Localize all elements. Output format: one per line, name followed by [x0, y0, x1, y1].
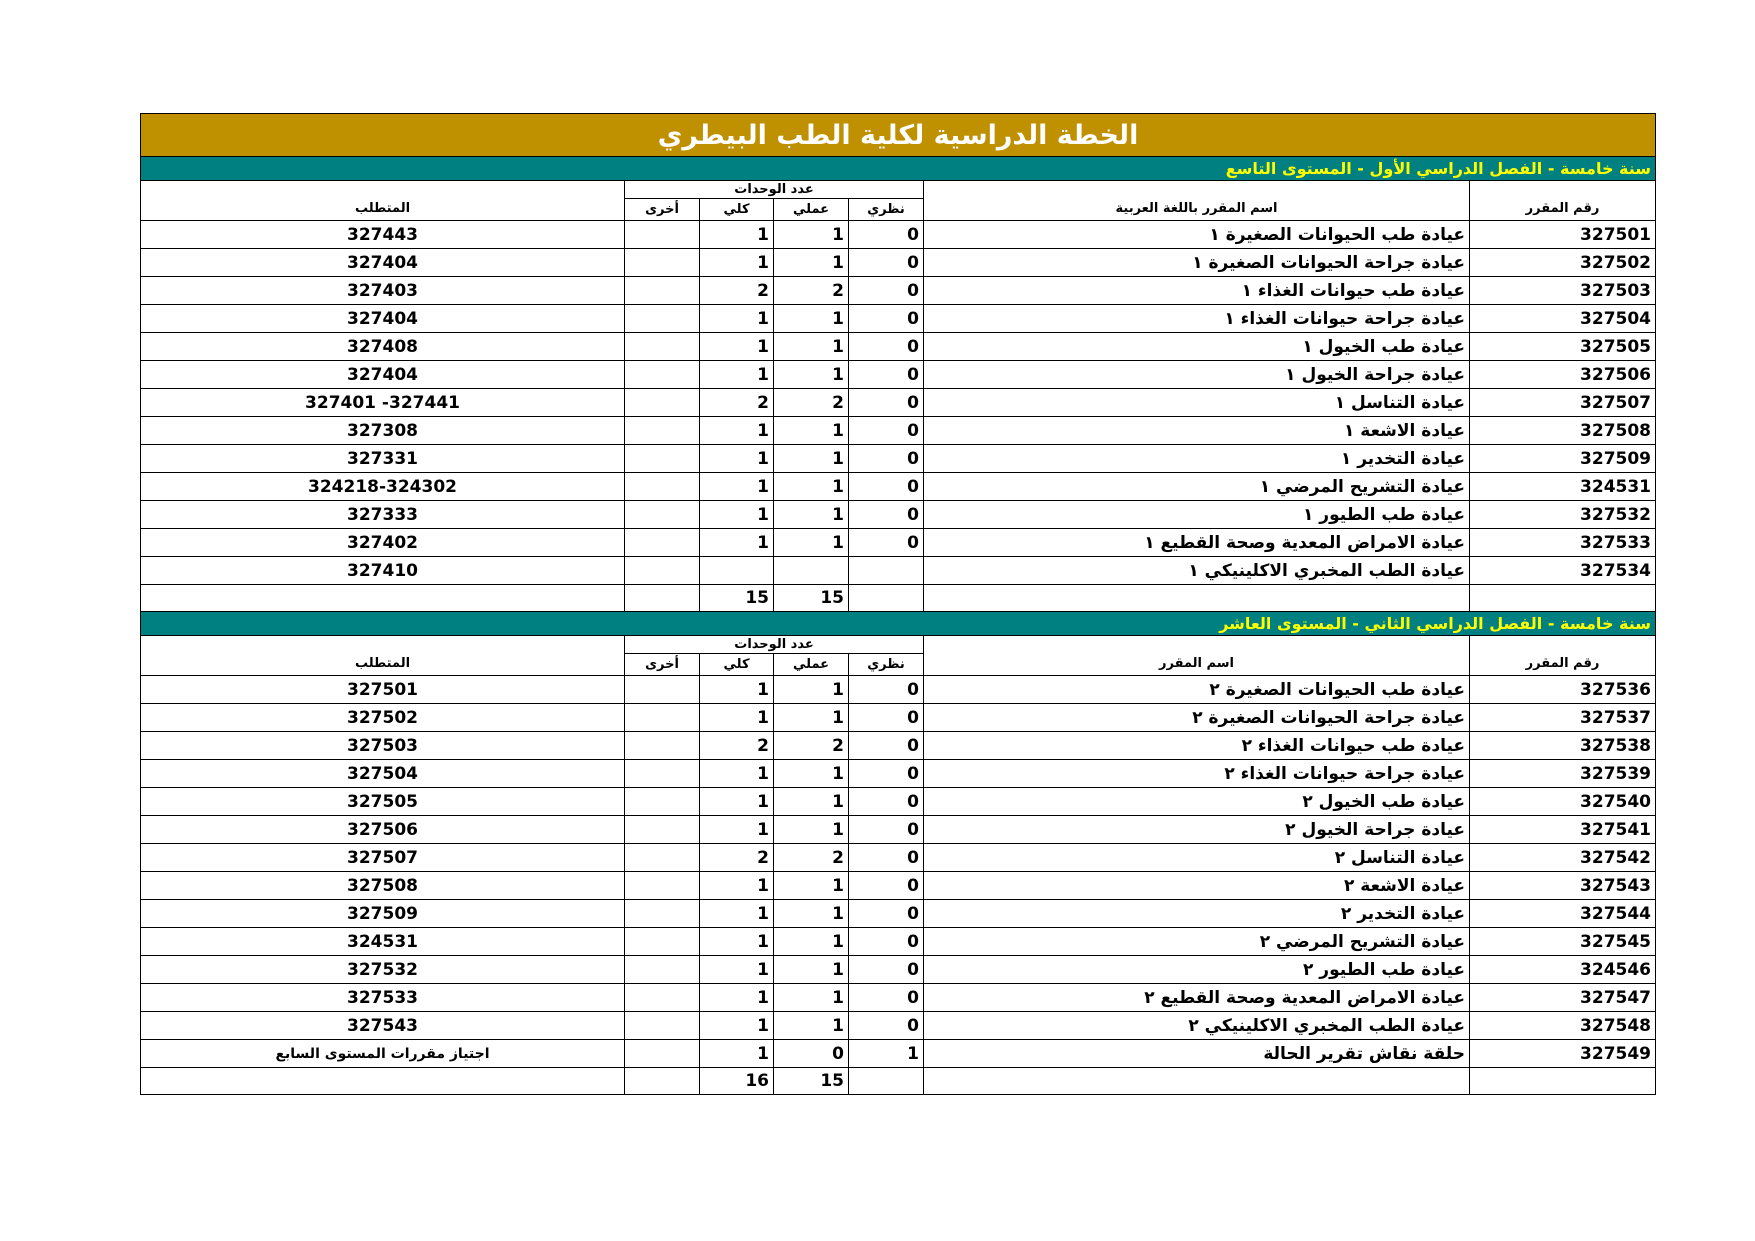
course-name: عيادة التناسل ٢: [924, 844, 1470, 872]
semester-heading: سنة خامسة - الفصل الدراسي الأول - المستوى التاسع: [141, 157, 1656, 181]
totals-prerequisite: [141, 585, 625, 612]
prerequisite: 327402: [141, 529, 625, 557]
course-name: عيادة الاشعة ١: [924, 417, 1470, 445]
prerequisite: 327505: [141, 788, 625, 816]
table-row: [141, 704, 1656, 732]
course-number: 327542: [1470, 844, 1656, 872]
course-number: 324531: [1470, 473, 1656, 501]
theory-units: 0: [849, 956, 924, 984]
other-units: [625, 445, 700, 473]
total-units: 1: [700, 1040, 774, 1068]
course-number: 327507: [1470, 389, 1656, 417]
totals-theory: [849, 1068, 924, 1095]
other-units: [625, 900, 700, 928]
course-number: 327543: [1470, 872, 1656, 900]
total-units: 1: [700, 928, 774, 956]
practical-units: 2: [774, 844, 849, 872]
prerequisite: 324531: [141, 928, 625, 956]
other-units: [625, 844, 700, 872]
theory-units: 0: [849, 704, 924, 732]
table-row: [141, 676, 1656, 704]
totals-total: 16: [700, 1068, 774, 1095]
theory-units: 0: [849, 1012, 924, 1040]
totals-empty: [924, 1068, 1470, 1095]
table-row: [141, 984, 1656, 1012]
course-number: 327506: [1470, 361, 1656, 389]
course-name: عيادة الطب المخبري الاكلينيكي ٢: [924, 1012, 1470, 1040]
course-name: عيادة الطب المخبري الاكلينيكي ١: [924, 557, 1470, 585]
prerequisite: 327509: [141, 900, 625, 928]
prerequisite: 327441- 327401: [141, 389, 625, 417]
header-theory: نظري: [849, 199, 924, 221]
other-units: [625, 956, 700, 984]
course-name: عيادة جراحة الحيوانات الصغيرة ١: [924, 249, 1470, 277]
prerequisite: 327410: [141, 557, 625, 585]
other-units: [625, 417, 700, 445]
table-row: [141, 1040, 1656, 1068]
table-row: [141, 277, 1656, 305]
theory-units: 0: [849, 529, 924, 557]
course-number: 327508: [1470, 417, 1656, 445]
theory-units: 0: [849, 333, 924, 361]
practical-units: 1: [774, 760, 849, 788]
theory-units: 0: [849, 984, 924, 1012]
course-name: عيادة التخدير ٢: [924, 900, 1470, 928]
course-number: 324546: [1470, 956, 1656, 984]
study-plan-sheet: [140, 113, 1655, 1095]
total-units: 2: [700, 844, 774, 872]
total-units: 1: [700, 529, 774, 557]
practical-units: [774, 557, 849, 585]
semester-heading: سنة خامسة - الفصل الدراسي الثاني - المستوى العاشر: [141, 612, 1656, 636]
prerequisite: 327543: [141, 1012, 625, 1040]
total-units: 1: [700, 221, 774, 249]
practical-units: 1: [774, 445, 849, 473]
total-units: 1: [700, 900, 774, 928]
practical-units: 1: [774, 788, 849, 816]
course-name: عيادة طب حيوانات الغذاء ١: [924, 277, 1470, 305]
total-units: 2: [700, 389, 774, 417]
course-number: 327537: [1470, 704, 1656, 732]
course-name: عيادة جراحة حيوانات الغذاء ٢: [924, 760, 1470, 788]
prerequisite: اجتياز مقررات المستوى السابع: [141, 1040, 625, 1068]
course-name: عيادة طب الحيوانات الصغيرة ١: [924, 221, 1470, 249]
practical-units: 2: [774, 277, 849, 305]
course-name: عيادة جراحة الحيوانات الصغيرة ٢: [924, 704, 1470, 732]
course-number: 327548: [1470, 1012, 1656, 1040]
other-units: [625, 473, 700, 501]
prerequisite: 327331: [141, 445, 625, 473]
total-units: 1: [700, 984, 774, 1012]
course-number: 327534: [1470, 557, 1656, 585]
header-units: عدد الوحدات: [625, 636, 924, 654]
practical-units: 1: [774, 501, 849, 529]
table-row: [141, 1012, 1656, 1040]
prerequisite: 327403: [141, 277, 625, 305]
other-units: [625, 788, 700, 816]
total-units: 1: [700, 704, 774, 732]
prerequisite: 327308: [141, 417, 625, 445]
practical-units: 1: [774, 956, 849, 984]
header-prerequisite: المتطلب: [141, 636, 625, 676]
prerequisite: 327506: [141, 816, 625, 844]
header-prerequisite: المتطلب: [141, 181, 625, 221]
course-number: 327505: [1470, 333, 1656, 361]
table-row: [141, 473, 1656, 501]
total-units: 1: [700, 417, 774, 445]
header-practical: عملي: [774, 199, 849, 221]
practical-units: 1: [774, 473, 849, 501]
table-row: [141, 445, 1656, 473]
table-row: [141, 956, 1656, 984]
course-number: 327501: [1470, 221, 1656, 249]
course-number: 327540: [1470, 788, 1656, 816]
course-number: 327536: [1470, 676, 1656, 704]
other-units: [625, 277, 700, 305]
prerequisite: 327443: [141, 221, 625, 249]
practical-units: 1: [774, 333, 849, 361]
theory-units: 0: [849, 249, 924, 277]
practical-units: 1: [774, 529, 849, 557]
table-row: [141, 417, 1656, 445]
header-course-name: اسم المقرر: [924, 636, 1470, 676]
prerequisite: 327532: [141, 956, 625, 984]
total-units: 1: [700, 305, 774, 333]
theory-units: 0: [849, 389, 924, 417]
course-number: 327549: [1470, 1040, 1656, 1068]
table-row: [141, 928, 1656, 956]
prerequisite: 327333: [141, 501, 625, 529]
totals-empty: [1470, 1068, 1656, 1095]
prerequisite: 327533: [141, 984, 625, 1012]
totals-other: [625, 1068, 700, 1095]
course-number: 327539: [1470, 760, 1656, 788]
course-number: 327532: [1470, 501, 1656, 529]
course-name: عيادة جراحة حيوانات الغذاء ١: [924, 305, 1470, 333]
theory-units: 0: [849, 732, 924, 760]
theory-units: 0: [849, 221, 924, 249]
prerequisite: 327404: [141, 249, 625, 277]
course-name: عيادة جراحة الخيول ٢: [924, 816, 1470, 844]
practical-units: 1: [774, 928, 849, 956]
total-units: 2: [700, 732, 774, 760]
header-course-number: رقم المقرر: [1470, 181, 1656, 221]
practical-units: 1: [774, 984, 849, 1012]
course-number: 327544: [1470, 900, 1656, 928]
totals-row: [141, 1068, 1656, 1095]
other-units: [625, 557, 700, 585]
header-course-name: اسم المقرر باللغة العربية: [924, 181, 1470, 221]
total-units: 1: [700, 501, 774, 529]
table-row: [141, 816, 1656, 844]
course-name: عيادة الاشعة ٢: [924, 872, 1470, 900]
header-total: كلي: [700, 199, 774, 221]
totals-row: [141, 585, 1656, 612]
theory-units: 1: [849, 1040, 924, 1068]
course-number: 327545: [1470, 928, 1656, 956]
other-units: [625, 249, 700, 277]
header-units: عدد الوحدات: [625, 181, 924, 199]
header-theory: نظري: [849, 654, 924, 676]
total-units: 1: [700, 760, 774, 788]
theory-units: 0: [849, 473, 924, 501]
other-units: [625, 676, 700, 704]
course-number: 327502: [1470, 249, 1656, 277]
theory-units: 0: [849, 872, 924, 900]
total-units: 1: [700, 445, 774, 473]
other-units: [625, 333, 700, 361]
prerequisite: 327404: [141, 361, 625, 389]
course-number: 327503: [1470, 277, 1656, 305]
theory-units: 0: [849, 844, 924, 872]
course-name: عيادة طب الطيور ١: [924, 501, 1470, 529]
other-units: [625, 305, 700, 333]
theory-units: 0: [849, 501, 924, 529]
table-row: [141, 305, 1656, 333]
prerequisite: 327502: [141, 704, 625, 732]
other-units: [625, 928, 700, 956]
table-row: [141, 361, 1656, 389]
course-number: 327547: [1470, 984, 1656, 1012]
prerequisite: 327501: [141, 676, 625, 704]
prerequisite: 327408: [141, 333, 625, 361]
course-name: عيادة الامراض المعدية وصحة القطيع ٢: [924, 984, 1470, 1012]
practical-units: 1: [774, 361, 849, 389]
course-name: عيادة جراحة الخيول ١: [924, 361, 1470, 389]
other-units: [625, 816, 700, 844]
course-number: 327538: [1470, 732, 1656, 760]
course-name: عيادة طب الخيول ١: [924, 333, 1470, 361]
total-units: 2: [700, 277, 774, 305]
total-units: 1: [700, 676, 774, 704]
practical-units: 1: [774, 417, 849, 445]
other-units: [625, 529, 700, 557]
table-row: [141, 557, 1656, 585]
table-row: [141, 844, 1656, 872]
table-row: [141, 249, 1656, 277]
other-units: [625, 221, 700, 249]
table-row: [141, 333, 1656, 361]
theory-units: 0: [849, 417, 924, 445]
table-row: [141, 529, 1656, 557]
header-other: أخرى: [625, 654, 700, 676]
total-units: 1: [700, 1012, 774, 1040]
course-name: عيادة طب الطيور ٢: [924, 956, 1470, 984]
practical-units: 1: [774, 872, 849, 900]
other-units: [625, 872, 700, 900]
theory-units: 0: [849, 676, 924, 704]
theory-units: [849, 557, 924, 585]
course-name: عيادة التناسل ١: [924, 389, 1470, 417]
course-name: عيادة طب الحيوانات الصغيرة ٢: [924, 676, 1470, 704]
prerequisite: 327503: [141, 732, 625, 760]
totals-practical: 15: [774, 585, 849, 612]
practical-units: 0: [774, 1040, 849, 1068]
course-name: عيادة التشريح المرضي ١: [924, 473, 1470, 501]
practical-units: 1: [774, 1012, 849, 1040]
theory-units: 0: [849, 816, 924, 844]
page-title: الخطة الدراسية لكلية الطب البيطري: [141, 114, 1656, 157]
course-name: عيادة التشريح المرضي ٢: [924, 928, 1470, 956]
totals-theory: [849, 585, 924, 612]
course-name: عيادة الامراض المعدية وصحة القطيع ١: [924, 529, 1470, 557]
prerequisite: 327508: [141, 872, 625, 900]
table-row: [141, 788, 1656, 816]
theory-units: 0: [849, 305, 924, 333]
totals-total: 15: [700, 585, 774, 612]
prerequisite: 327404: [141, 305, 625, 333]
course-name: عيادة طب الخيول ٢: [924, 788, 1470, 816]
totals-other: [625, 585, 700, 612]
total-units: 1: [700, 473, 774, 501]
total-units: 1: [700, 361, 774, 389]
prerequisite: 327507: [141, 844, 625, 872]
theory-units: 0: [849, 900, 924, 928]
table-row: [141, 501, 1656, 529]
other-units: [625, 704, 700, 732]
study-plan-table: [140, 113, 1656, 1095]
other-units: [625, 984, 700, 1012]
total-units: 1: [700, 956, 774, 984]
practical-units: 2: [774, 389, 849, 417]
practical-units: 2: [774, 732, 849, 760]
theory-units: 0: [849, 788, 924, 816]
other-units: [625, 389, 700, 417]
other-units: [625, 732, 700, 760]
other-units: [625, 361, 700, 389]
totals-empty: [1470, 585, 1656, 612]
theory-units: 0: [849, 760, 924, 788]
prerequisite: 324218-324302: [141, 473, 625, 501]
table-row: [141, 732, 1656, 760]
other-units: [625, 760, 700, 788]
practical-units: 1: [774, 900, 849, 928]
total-units: 1: [700, 816, 774, 844]
other-units: [625, 1012, 700, 1040]
total-units: 1: [700, 333, 774, 361]
course-number: 327541: [1470, 816, 1656, 844]
table-row: [141, 872, 1656, 900]
table-row: [141, 760, 1656, 788]
theory-units: 0: [849, 445, 924, 473]
course-number: 327533: [1470, 529, 1656, 557]
practical-units: 1: [774, 221, 849, 249]
practical-units: 1: [774, 676, 849, 704]
totals-prerequisite: [141, 1068, 625, 1095]
total-units: [700, 557, 774, 585]
practical-units: 1: [774, 305, 849, 333]
totals-practical: 15: [774, 1068, 849, 1095]
total-units: 1: [700, 872, 774, 900]
header-other: أخرى: [625, 199, 700, 221]
other-units: [625, 1040, 700, 1068]
table-row: [141, 900, 1656, 928]
table-row: [141, 389, 1656, 417]
other-units: [625, 501, 700, 529]
practical-units: 1: [774, 816, 849, 844]
total-units: 1: [700, 788, 774, 816]
practical-units: 1: [774, 249, 849, 277]
header-total: كلي: [700, 654, 774, 676]
total-units: 1: [700, 249, 774, 277]
table-row: [141, 221, 1656, 249]
course-name: عيادة التخدير ١: [924, 445, 1470, 473]
course-number: 327504: [1470, 305, 1656, 333]
theory-units: 0: [849, 928, 924, 956]
theory-units: 0: [849, 277, 924, 305]
practical-units: 1: [774, 704, 849, 732]
course-name: حلقة نقاش تقرير الحالة: [924, 1040, 1470, 1068]
totals-empty: [924, 585, 1470, 612]
theory-units: 0: [849, 361, 924, 389]
prerequisite: 327504: [141, 760, 625, 788]
header-course-number: رقم المقرر: [1470, 636, 1656, 676]
header-practical: عملي: [774, 654, 849, 676]
course-name: عيادة طب حيوانات الغذاء ٢: [924, 732, 1470, 760]
course-number: 327509: [1470, 445, 1656, 473]
